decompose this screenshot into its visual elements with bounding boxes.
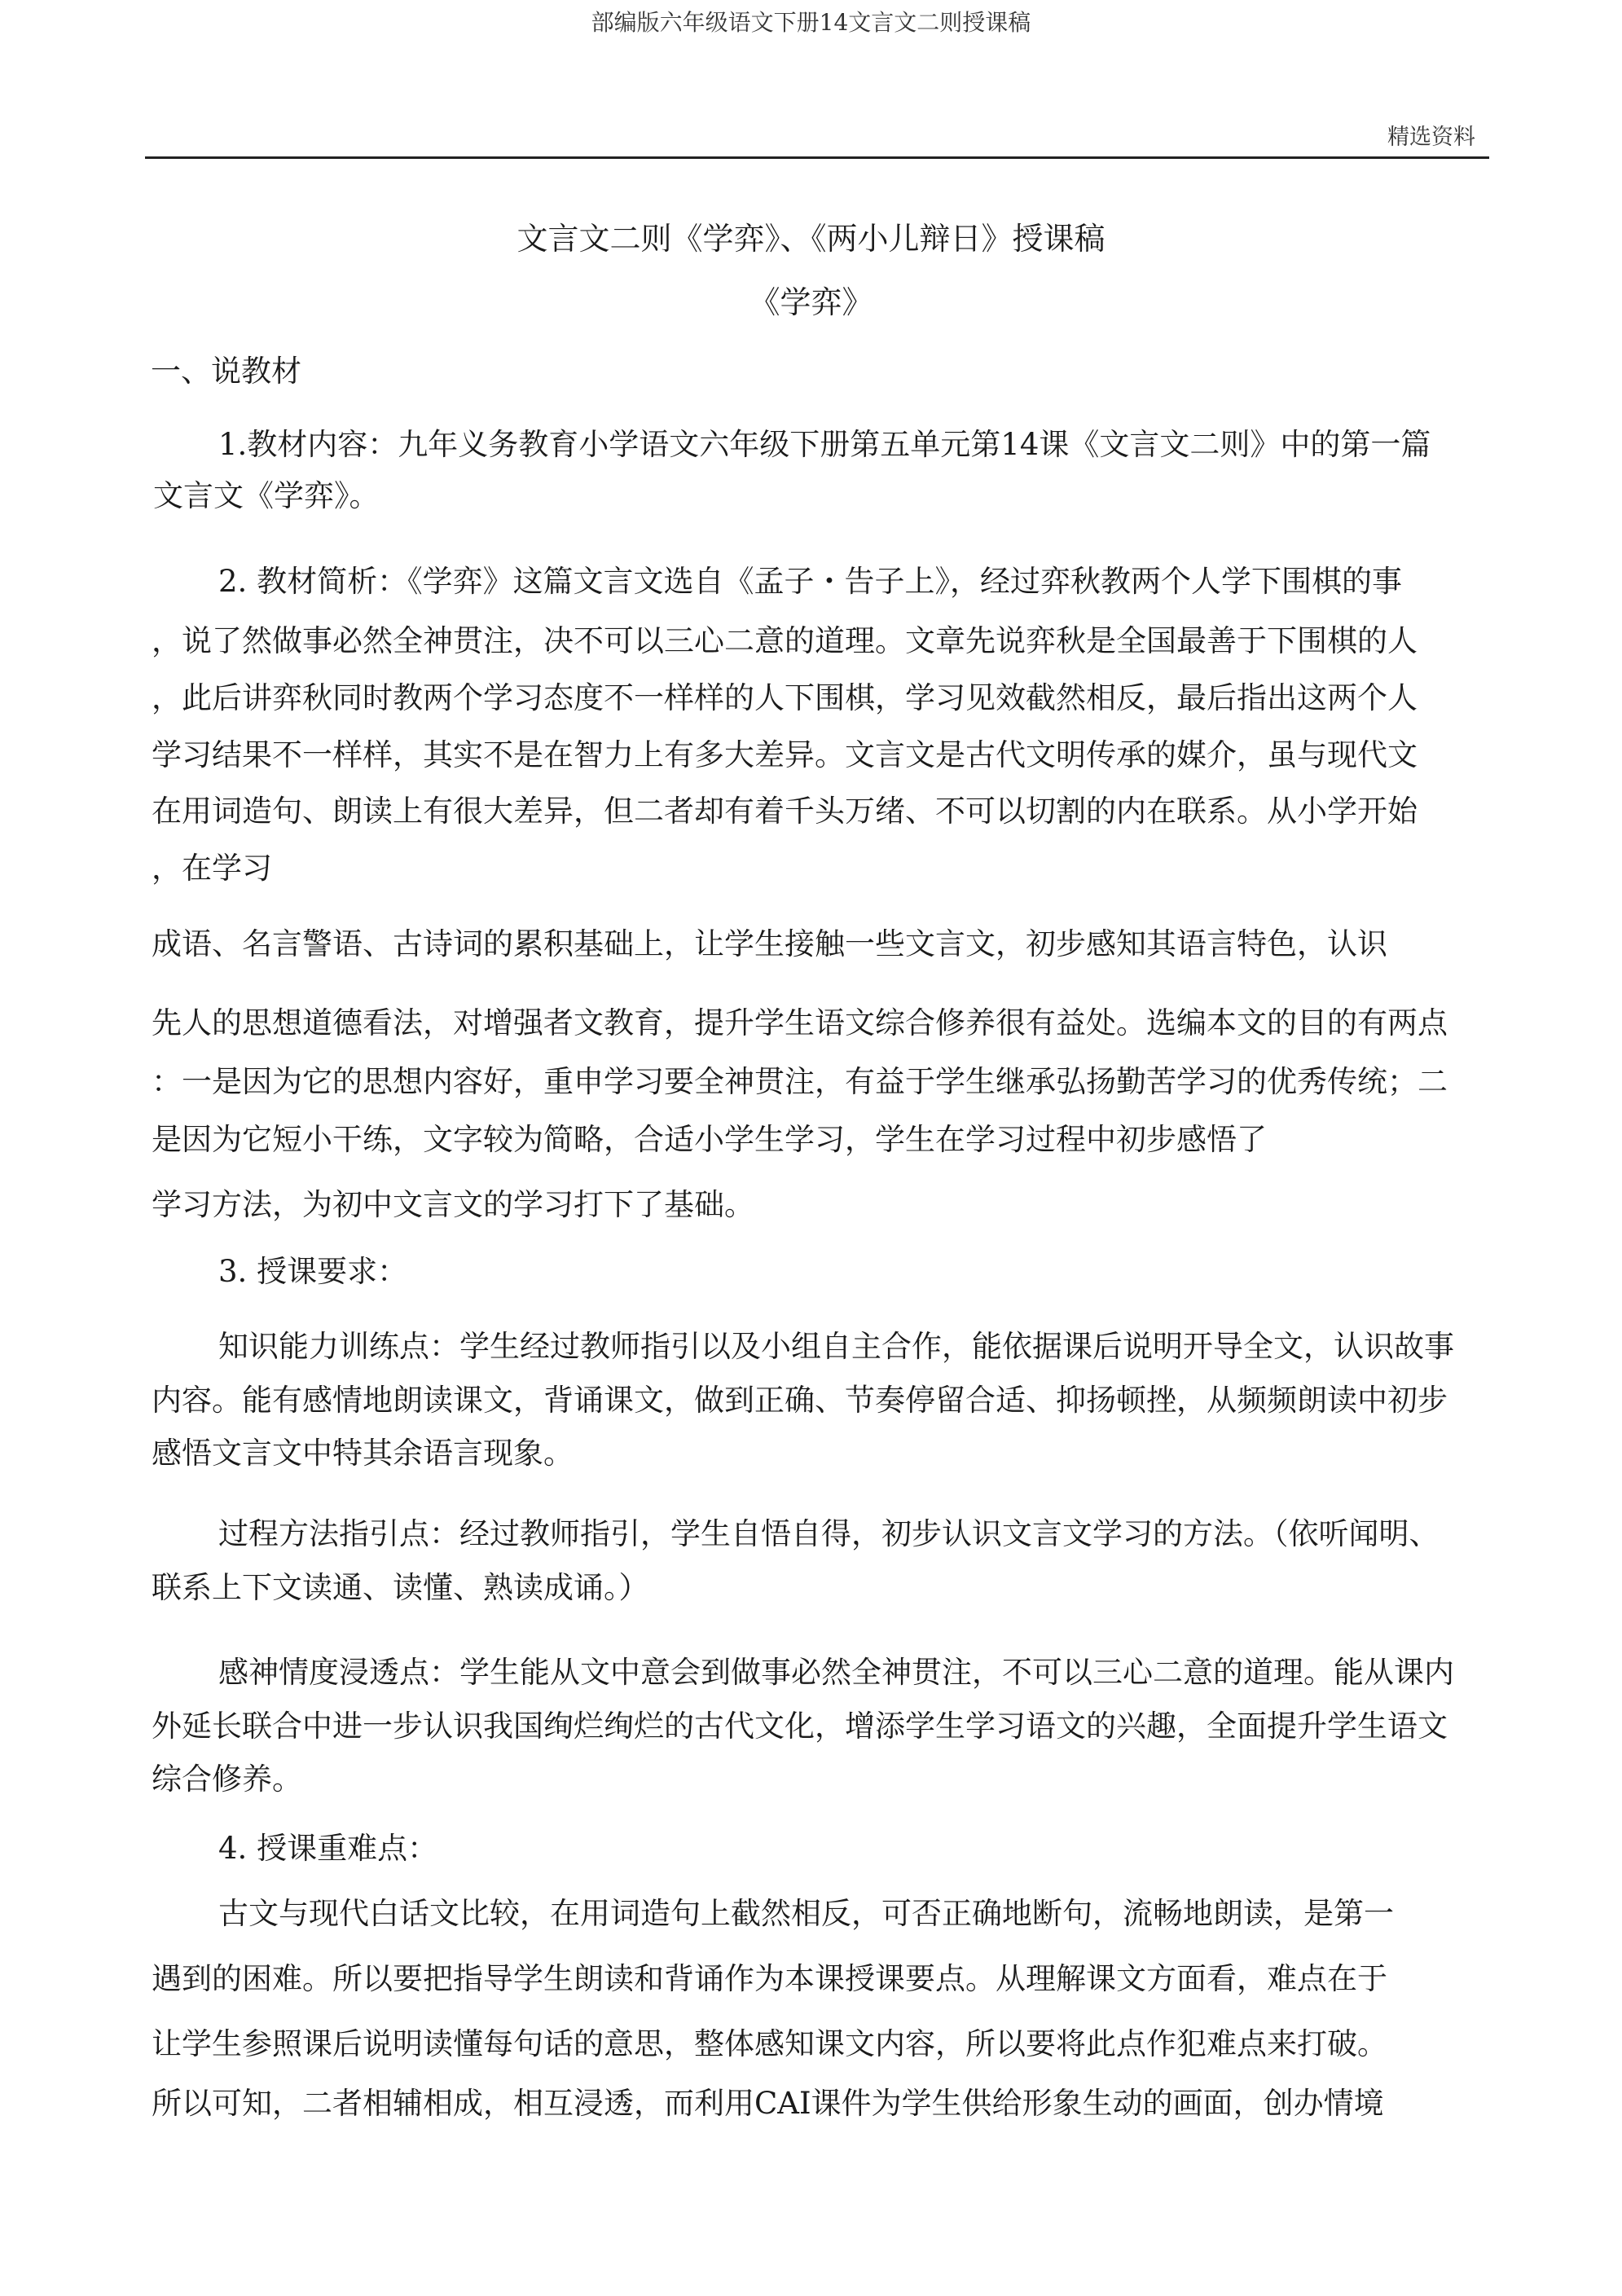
paragraph-line: 在用词造句、朗读上有很大差异，但二者却有着千头万绪、不可以切割的内在联系。从小学开始 (152, 794, 1418, 829)
paragraph-line: ，说了然做事必然全神贯注，决不可以三心二意的道理。文章先说弈秋是全国最善于下围棋的人 (152, 623, 1418, 658)
paragraph-line: 遇到的困难。所以要把指导学生朗读和背诵作为本课授课要点。从理解课文方面看，难点在于 (152, 1961, 1387, 1996)
paragraph-line: 是因为它短小干练，文字较为简略，合适小学生学习，学生在学习过程中初步感悟了 (152, 1122, 1267, 1157)
paragraph-line: 内容。能有感情地朗读课文，背诵课文，做到正确、节奏停留合适、抑扬顿挫，从频频朗读中初步 (152, 1383, 1448, 1418)
document-title: 部编版六年级语文下册14文言文二则授课稿 (591, 9, 1031, 36)
paragraph-line: 所以可知，二者相辅相成，相互浸透，而利用CAI课件为学生供给形象生动的画面，创办情境 (152, 2086, 1384, 2121)
paragraph-line: 外延长联合中进一步认识我国绚烂绚烂的古代文化，增添学生学习语文的兴趣，全面提升学生语文 (152, 1709, 1448, 1744)
paragraph-line: 综合修养。 (152, 1762, 302, 1797)
header-tag: 精选资料 (1387, 125, 1475, 150)
section-heading: 一、说教材 (151, 354, 301, 389)
paragraph-line: 感神情度浸透点：学生能从文中意会到做事必然全神贯注，不可以三心二意的道理。能从课内 (218, 1655, 1454, 1690)
page-subtitle: 《学弈》 (749, 284, 873, 320)
paragraph-line: ，在学习 (152, 851, 272, 886)
header-divider (145, 156, 1489, 159)
page-title: 文言文二则《学弈》、《两小儿辩日》授课稿 (516, 221, 1106, 257)
paragraph-line: 2. 教材简析：《学弈》这篇文言文选自《孟子・告子上》，经过弈秋教两个人学下围棋的事 (218, 564, 1403, 599)
paragraph-line: 过程方法指引点：经过教师指引，学生自悟自得，初步认识文言文学习的方法。（依听闻明、 (218, 1516, 1440, 1551)
paragraph-line: 知识能力训练点：学生经过教师指引以及小组自主合作，能依据课后说明开导全文，认识故事 (218, 1329, 1454, 1364)
paragraph-line: 感悟文言文中特其余语言现象。 (152, 1436, 574, 1471)
paragraph-line: ：一是因为它的思想内容好，重申学习要全神贯注，有益于学生继承弘扬勤苦学习的优秀传统；二 (152, 1064, 1448, 1099)
paragraph-line: 学习方法，为初中文言文的学习打下了基础。 (152, 1187, 754, 1222)
paragraph-line: 学习结果不一样样，其实不是在智力上有多大差异。文言文是古代文明传承的媒介，虽与现代文 (152, 737, 1418, 772)
section-heading: 4. 授课重难点： (218, 1831, 438, 1866)
paragraph-line: 1.教材内容：九年义务教育小学语文六年级下册第五单元第14课《文言文二则》中的第一篇 (218, 427, 1431, 462)
paragraph-line: 联系上下文读通、读懂、熟读成诵。） (152, 1570, 649, 1605)
paragraph-line: 文言文《学弈》。 (153, 478, 380, 513)
paragraph-line: 让学生参照课后说明读懂每句话的意思，整体感知课文内容，所以要将此点作犯难点来打破。 (152, 2026, 1387, 2061)
paragraph-line: ，此后讲弈秋同时教两个学习态度不一样样的人下围棋，学习见效截然相反，最后指出这两个人 (152, 680, 1418, 715)
paragraph-line: 先人的思想道德看法，对增强者文教育，提升学生语文综合修养很有益处。选编本文的目的有两点 (152, 1005, 1448, 1040)
paragraph-line: 成语、名言警语、古诗词的累积基础上，让学生接触一些文言文，初步感知其语言特色，认识 (152, 926, 1387, 961)
paragraph-line: 古文与现代白话文比较，在用词造句上截然相反，可否正确地断句，流畅地朗读，是第一 (218, 1896, 1394, 1931)
section-heading: 3. 授课要求： (218, 1254, 408, 1289)
